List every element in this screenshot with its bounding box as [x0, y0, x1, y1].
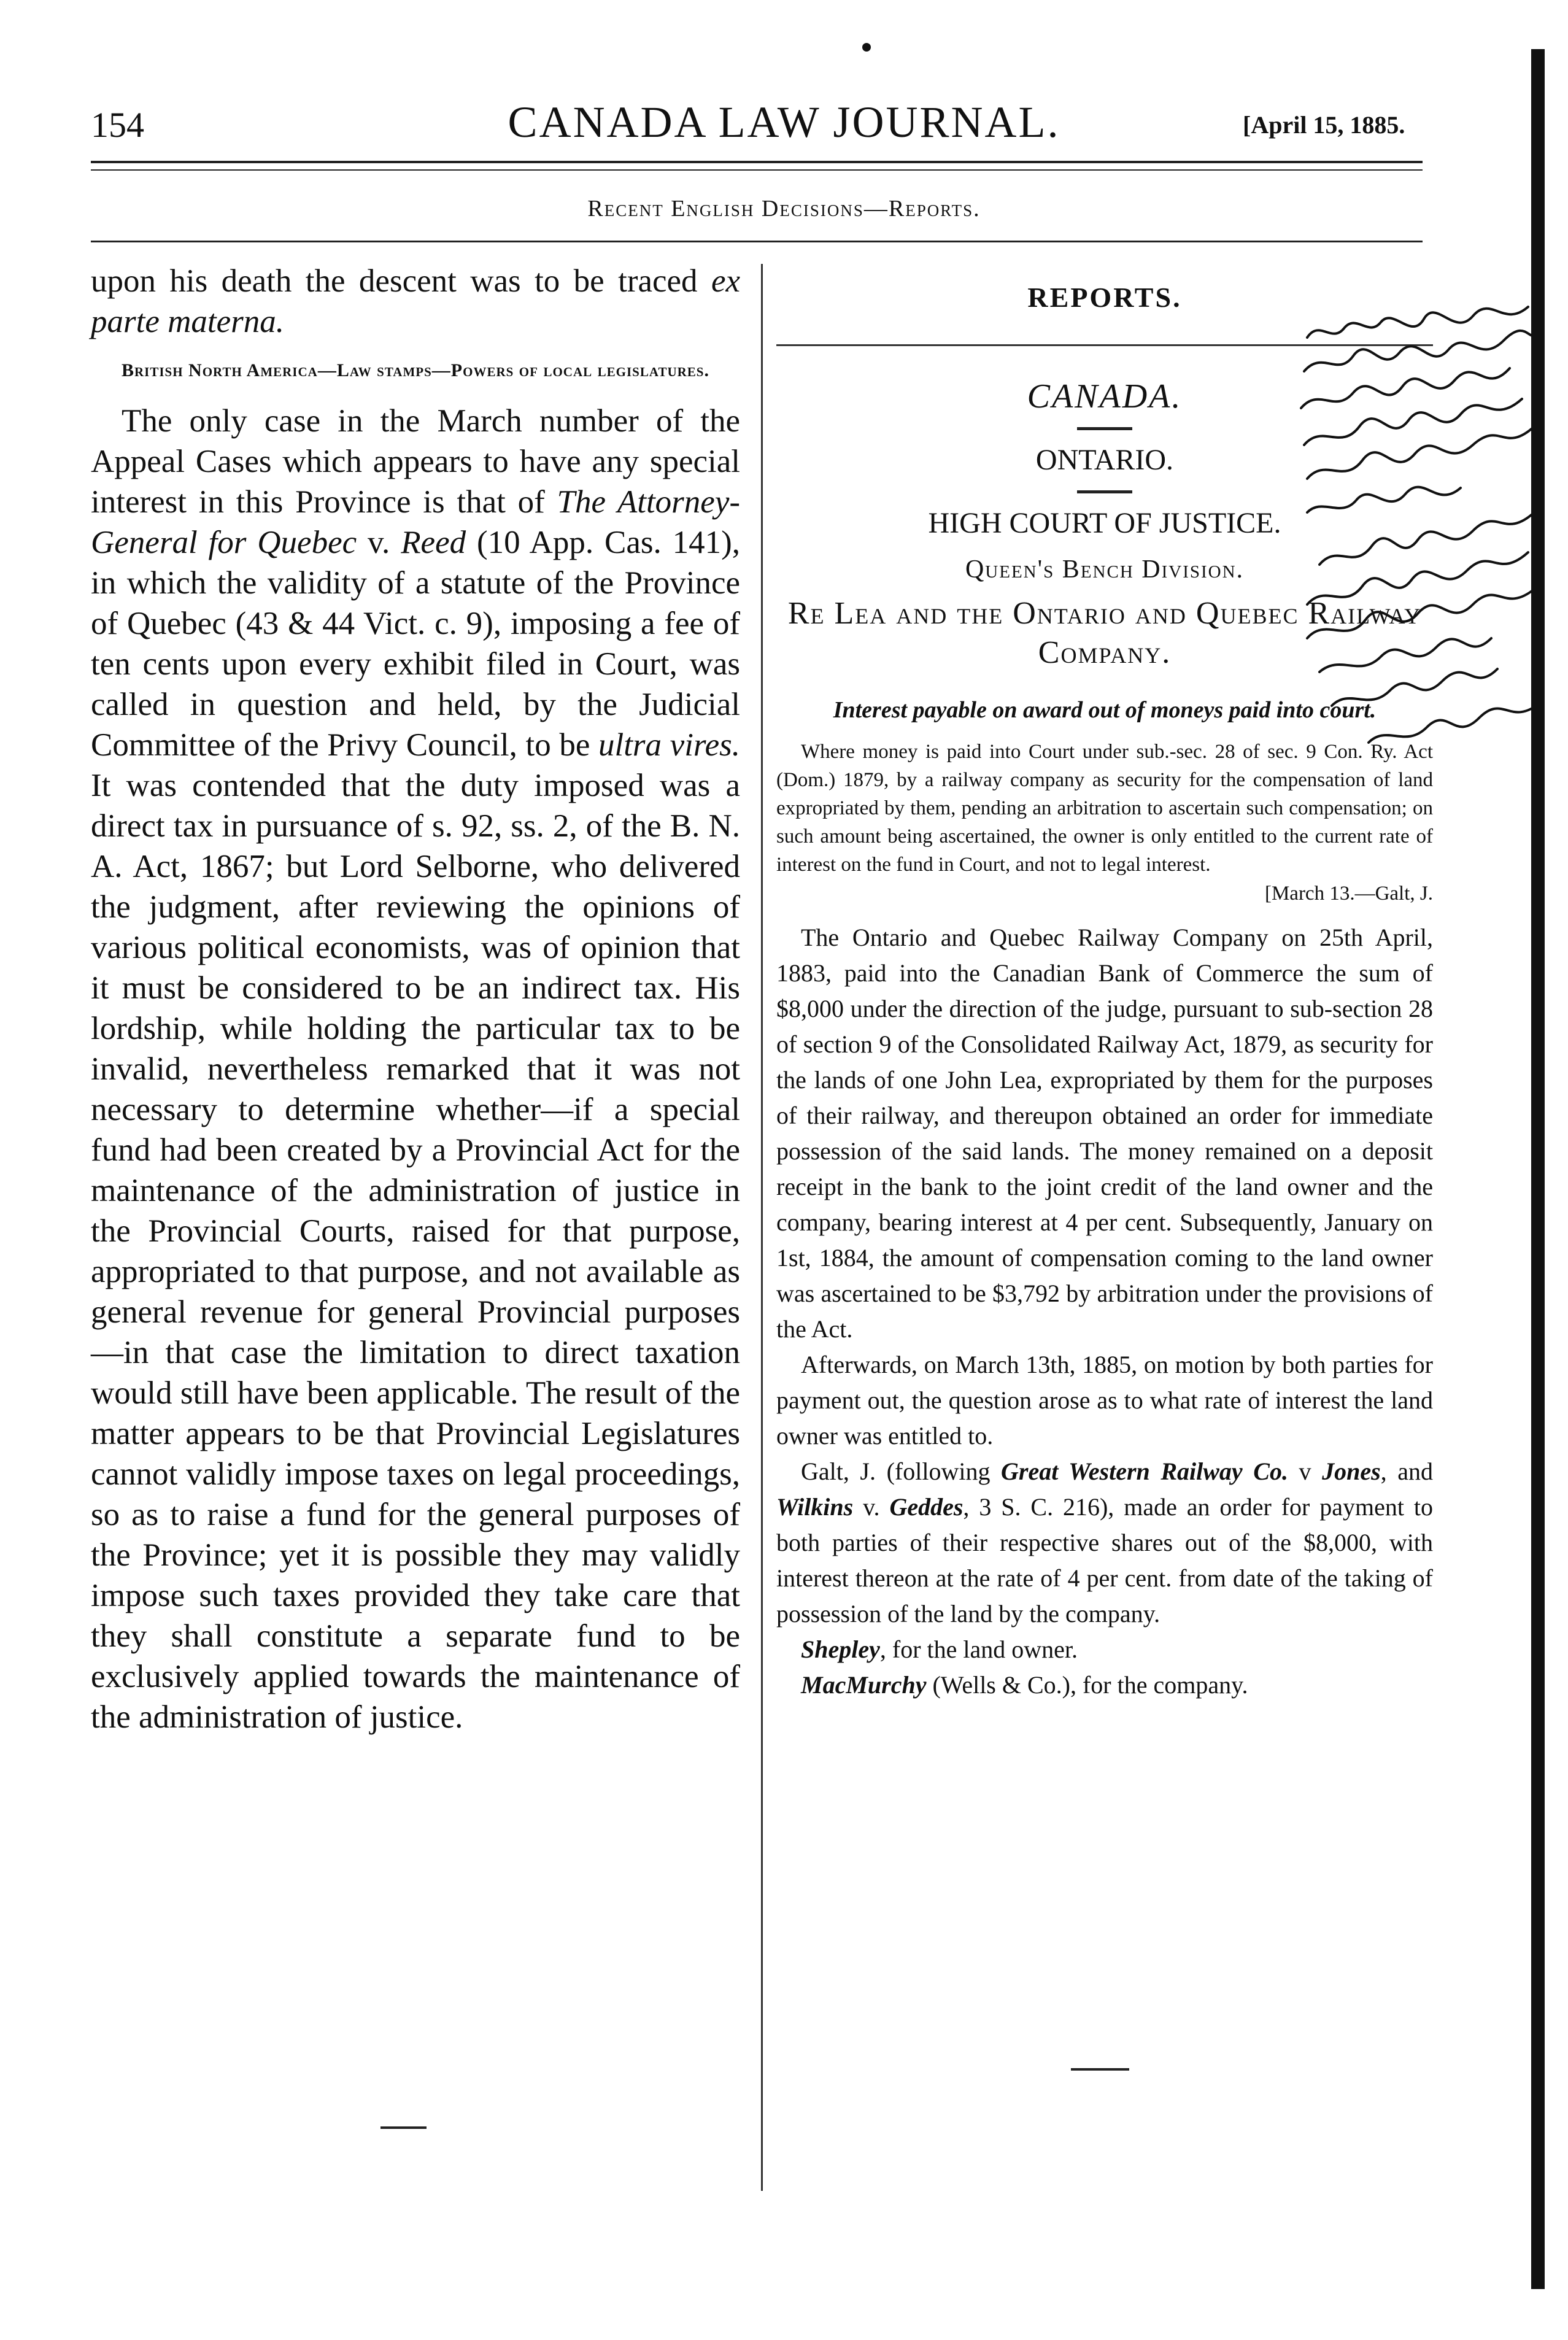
- question-paragraph: Afterwards, on March 13th, 1885, on motion by both parties for payment out, the question arose as to what rate of interest the land owner was entitled to.: [776, 1351, 1433, 1450]
- column-divider: [761, 264, 763, 2191]
- left-column: [91, 261, 740, 1737]
- journal-title: CANADA LAW JOURNAL.: [508, 98, 1060, 147]
- counsel-name: Shepley: [801, 1635, 880, 1663]
- section-heading: Recent English Decisions—Reports.: [587, 196, 981, 222]
- page-edge-shadow: [1531, 49, 1545, 2289]
- issue-date: [April 15, 1885.: [1243, 111, 1405, 139]
- divider-dash: [1077, 490, 1132, 493]
- decision-paragraph: [776, 1454, 1433, 1632]
- counsel-line: [776, 1632, 1433, 1667]
- reports-title: REPORTS.: [1027, 282, 1182, 313]
- division-heading: Queen's Bench Division.: [965, 555, 1245, 584]
- text-run: , for the land owner.: [879, 1635, 1078, 1663]
- section-rule: [91, 241, 1423, 242]
- continuation-text: upon his death the descent was to be traced: [91, 263, 711, 299]
- case-name: Reed: [401, 525, 466, 560]
- case-name: The Attorney-General for Quebec: [91, 484, 740, 560]
- text-run: The only case in the March number of the Appeal Cases which appears to have any special interest in this Province is that of: [91, 403, 740, 520]
- case-heading: British North America—Law stamps—Powers of local legislatures.: [122, 360, 709, 380]
- case-name: Geddes: [889, 1493, 964, 1521]
- text-run: , 3 S. C. 216), made an order for payment to both parties of their respective shares out of the $8,000, with interest thereon at the rate of 4 per cent. from date of the taking of possession of the land by the company.: [776, 1493, 1433, 1628]
- case-name: Jones: [1322, 1458, 1381, 1485]
- province-heading: ONTARIO.: [1035, 444, 1174, 476]
- country-heading: CANADA.: [1027, 377, 1183, 415]
- continuation-paragraph: [91, 261, 740, 342]
- latin-term: ultra vires.: [598, 727, 740, 763]
- text-run: v.: [357, 525, 401, 560]
- handwritten-annotation: [1295, 295, 1553, 761]
- text-run: (Wells & Co.), for the company.: [926, 1671, 1248, 1699]
- text-run: It was contended that the duty imposed was a direct tax in pursuance of s. 92, ss. 2, of the B. N. A. Act, 1867; but Lord Selborne, who delivered the judgment, after reviewing the opinions of various political economists, was of opinion that it must be considered to be an indirect tax. His lordship, while holding the particular tax to be invalid, nevertheless remarked that it was not necessary to determine whether—if a special fund had been created by a Provincial Act for the maintenance of the administration of justice in the Provincial Courts, raised for that purpose, appropriated to that purpose, and not available as general revenue for general Provincial purposes—in that case the limitation to direct taxation would still have been applicable. The result of the matter appears to be that Provincial Legislatures cannot validly impose taxes on legal proceedings, so as to raise a fund for the general purposes of the Province; yet it is possible they may validly impose such taxes provided they take care that they shall constitute a separate fund to be exclusively applied towards the maintenance of the administration of justice.: [91, 768, 740, 1735]
- text-run: , and: [1380, 1458, 1433, 1485]
- end-dash-left: [380, 2126, 427, 2129]
- page-number: 154: [91, 105, 144, 145]
- article-paragraph: [91, 401, 740, 1737]
- counsel-name: MacMurchy: [801, 1671, 927, 1699]
- text-run: Galt, J. (following: [801, 1458, 1002, 1485]
- date-judge: [March 13.—Galt, J.: [1264, 882, 1433, 905]
- facts-paragraph: The Ontario and Quebec Railway Company on 25th April, 1883, paid into the Canadian Bank of Commerce the sum of $8,000 under the direction of the judge, pursuant to sub-section 28 of section 9 of the Consolidated Railway Act, 1879, as security for the lands of one John Lea, expropriated by them for the purposes of their railway, and thereupon obtained an order for immediate possession of the said lands. The money remained on a deposit receipt in the bank to the joint credit of the land owner and the company, bearing interest at 4 per cent. Subsequently, January on 1st, 1884, the amount of compensation coming to the land owner was ascertained to be $3,792 by arbitration under the provisions of the Act.: [776, 924, 1433, 1343]
- headnote: Interest payable on award out of moneys paid into court.: [833, 697, 1377, 723]
- ink-dot: [862, 43, 871, 52]
- case-summary: Where money is paid into Court under sub.-sec. 28 of sec. 9 Con. Ry. Act (Dom.) 1879, by a railway company as security for the compensation of land expropriated by them, pending an arbitration to ascertain such compensation; on such amount being ascertained, the owner is only entitled to the current rate of interest on the fund in Court, and not to legal interest.: [776, 741, 1433, 876]
- text-run: v.: [853, 1493, 890, 1521]
- text-run: v: [1288, 1458, 1323, 1485]
- header-rule-bottom: [91, 169, 1423, 171]
- case-name: Wilkins: [776, 1493, 854, 1521]
- case-title: Re Lea and the Ontario and Quebec Railway Company.: [787, 596, 1422, 670]
- end-dash-right: [1071, 2068, 1129, 2071]
- court-heading: HIGH COURT OF JUSTICE.: [928, 507, 1281, 539]
- counsel-line: [776, 1667, 1433, 1703]
- continuation-italic: ex parte materna.: [91, 263, 740, 339]
- case-name: Great Western Railway Co.: [1001, 1458, 1288, 1485]
- text-run: (10 App. Cas. 141), in which the validity of a statute of the Province of Quebec (43 & 44 Vict. c. 9), imposing a fee of ten cents upon every exhibit filed in Court, was called in question and held, by the Judicial Committee of the Privy Council, to be: [91, 525, 741, 763]
- divider-dash: [1077, 427, 1132, 430]
- header-rule-top: [91, 161, 1423, 163]
